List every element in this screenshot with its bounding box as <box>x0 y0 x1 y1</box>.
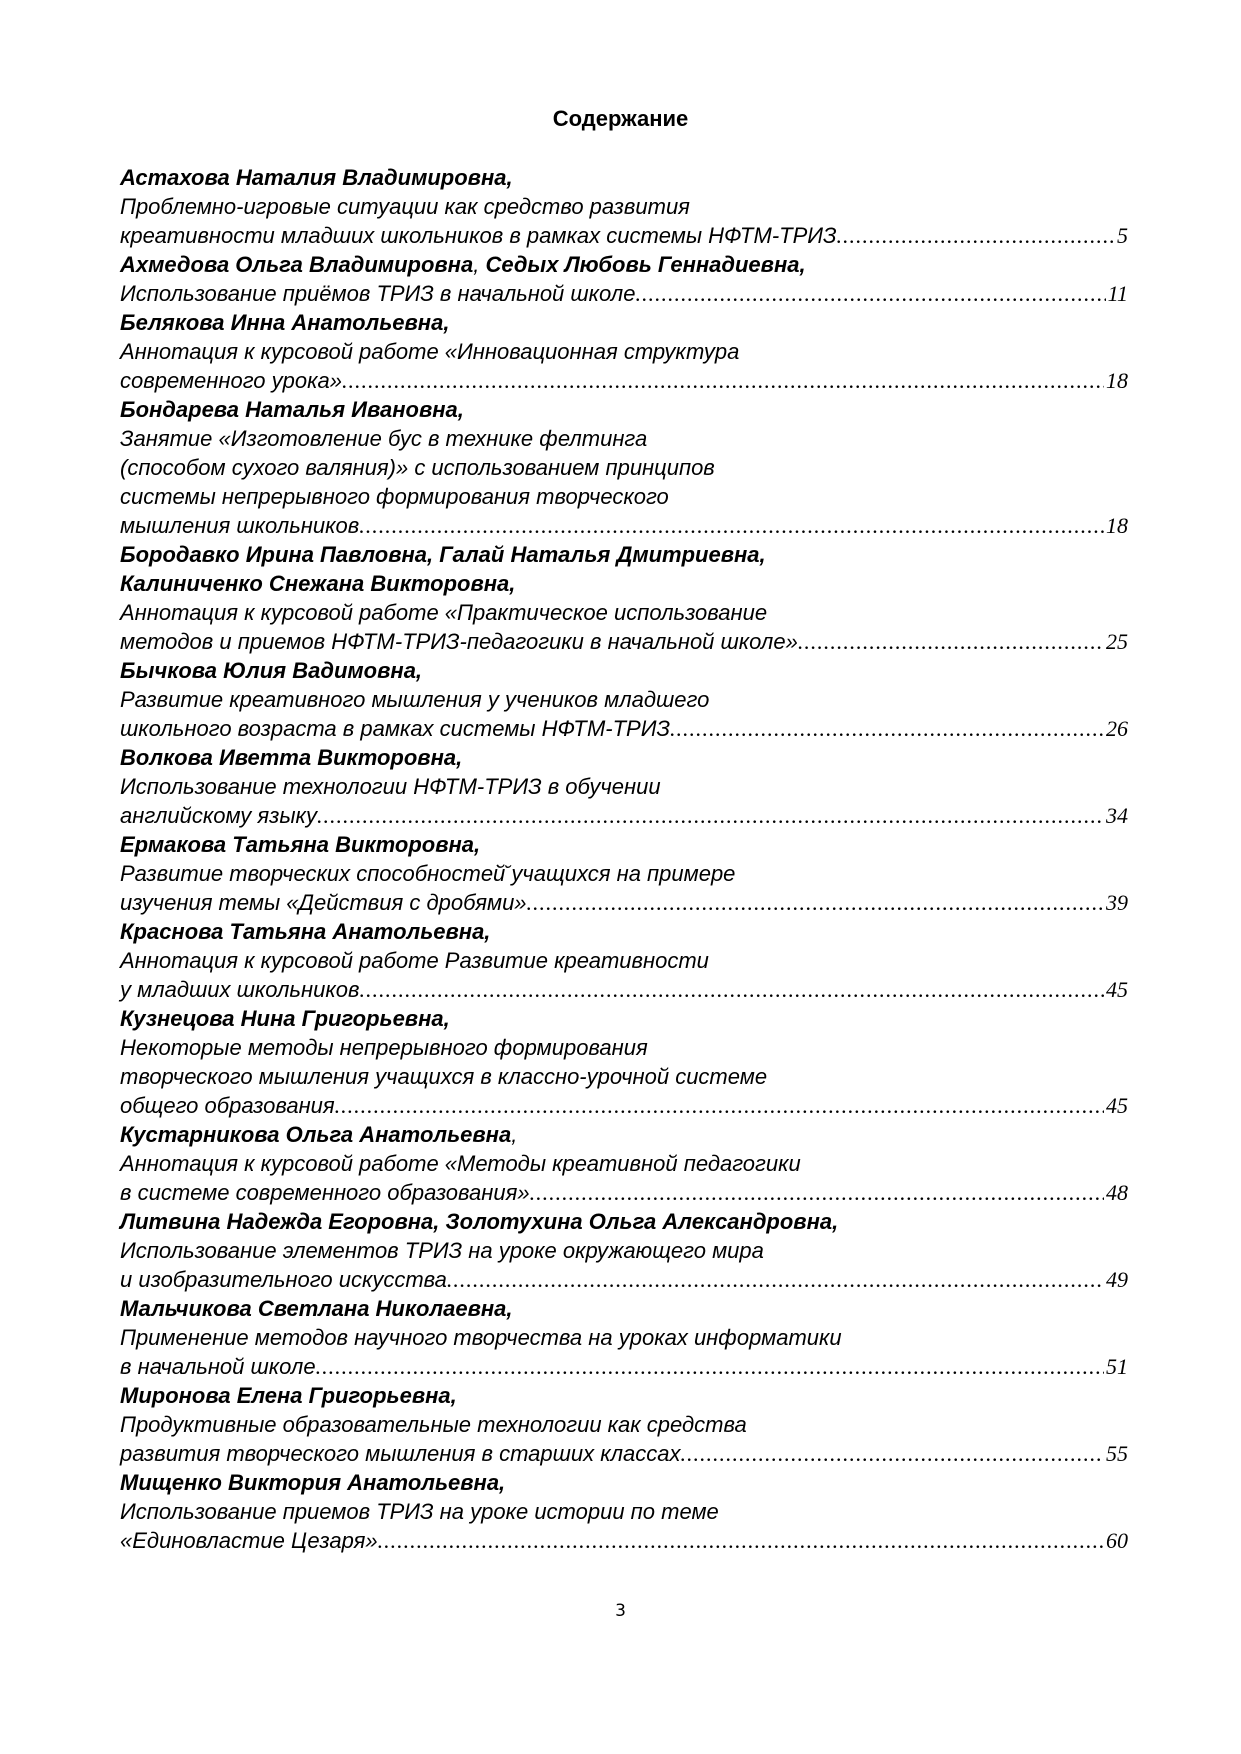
toc-entry <box>120 917 1128 1004</box>
entry-authors: Бондарева Наталья Ивановна, <box>120 397 464 422</box>
entry-title-text: изучения темы «Действия с дробями» <box>120 890 527 915</box>
entry-title-line: творческого мышления учащихся в классно-урочной системе <box>120 1064 768 1089</box>
toc-entry <box>120 1207 1128 1294</box>
entry-title-last-line <box>120 1526 1128 1555</box>
entry-title-line: Применение методов научного творчества на уроках информатики <box>120 1325 842 1350</box>
entry-title-text: и изобразительного искусства <box>120 1267 447 1292</box>
author-separator: , <box>511 1122 518 1147</box>
entry-title-last-line <box>120 279 1128 308</box>
entry-title-line: Использование элементов ТРИЗ на уроке окружающего мира <box>120 1238 764 1263</box>
entry-authors: Мищенко Виктория Анатольевна, <box>120 1470 506 1495</box>
entry-title-text: английскому языку <box>120 803 317 828</box>
entry-title-last-line <box>120 1265 1128 1294</box>
entry-title-last-line <box>120 1091 1128 1120</box>
table-of-contents <box>120 163 1128 1555</box>
entry-title-text: мышления школьников <box>120 513 360 538</box>
entry-authors: Бычкова Юлия Вадимовна, <box>120 658 423 683</box>
entry-page-number: 34 <box>1106 803 1128 828</box>
entry-title-text: современного урока» <box>120 368 342 393</box>
leader-dots <box>359 511 1104 540</box>
toc-entry <box>120 163 1128 250</box>
entry-title-text: Использование приёмов ТРИЗ в начальной школе <box>120 281 636 306</box>
entry-title-text: в системе современного образования» <box>120 1180 530 1205</box>
entry-title-line: Развитие творческих способностей̆ учащихся на примере <box>120 861 736 886</box>
entry-authors: Мальчикова Светлана Николаевна, <box>120 1296 513 1321</box>
toc-entry <box>120 1294 1128 1381</box>
entry-authors: Литвина Надежда Егоровна, Золотухина Ольга Александровна, <box>120 1209 839 1234</box>
toc-entry <box>120 250 1128 308</box>
entry-title-line: Аннотация к курсовой работе Развитие креативности <box>120 948 709 973</box>
entry-title-text: методов и приемов НФТМ-ТРИЗ-педагогики в начальной школе» <box>120 629 798 654</box>
entry-title-last-line <box>120 627 1128 656</box>
entry-page-number: 18 <box>1106 368 1128 393</box>
leader-dots <box>335 1091 1104 1120</box>
entry-title-text: в начальной школе <box>120 1354 316 1379</box>
entry-title-text: общего образования <box>120 1093 335 1118</box>
entry-title-text: развития творческого мышления в старших классах <box>120 1441 681 1466</box>
toc-entry <box>120 830 1128 917</box>
entry-title-last-line <box>120 366 1128 395</box>
entry-page-number: 45 <box>1106 977 1128 1002</box>
leader-dots <box>316 1352 1104 1381</box>
entry-authors: Краснова Татьяна Анатольевна, <box>120 919 491 944</box>
entry-title-line: Продуктивные образовательные технологии как средства <box>120 1412 747 1437</box>
leader-dots <box>317 801 1104 830</box>
entry-authors: Калиниченко Снежана Викторовна, <box>120 571 516 596</box>
entry-title-last-line <box>120 801 1128 830</box>
entry-title-line: Аннотация к курсовой работе «Инновационная структура <box>120 339 740 364</box>
toc-entry <box>120 395 1128 540</box>
entry-authors: Бородавко Ирина Павловна, Галай Наталья Дмитриевна, <box>120 542 766 567</box>
entry-title-line: Занятие «Изготовление бус в технике фелтинга <box>120 426 648 451</box>
entry-title-line: Аннотация к курсовой работе «Практическое использование <box>120 600 768 625</box>
leader-dots <box>837 221 1115 250</box>
entry-title-last-line <box>120 221 1128 250</box>
entry-title-last-line <box>120 511 1128 540</box>
entry-title-last-line <box>120 1178 1128 1207</box>
entry-title-line: Некоторые методы непрерывного формирования <box>120 1035 648 1060</box>
author-name: Ахмедова Ольга Владимировна <box>120 252 474 277</box>
entry-page-number: 60 <box>1106 1528 1128 1553</box>
leader-dots <box>447 1265 1104 1294</box>
leader-dots <box>798 627 1104 656</box>
entry-authors: Волкова Иветта Викторовна, <box>120 745 463 770</box>
leader-dots <box>378 1526 1104 1555</box>
entry-title-last-line <box>120 888 1128 917</box>
entry-title-line: Проблемно-игровые ситуации как средство развития <box>120 194 690 219</box>
leader-dots <box>527 888 1104 917</box>
entry-authors: Астахова Наталия Владимировна, <box>120 165 513 190</box>
entry-authors: Миронова Елена Григорьевна, <box>120 1383 457 1408</box>
entry-page-number: 55 <box>1106 1441 1128 1466</box>
entry-page-number: 48 <box>1106 1180 1128 1205</box>
toc-heading: Содержание <box>552 106 689 131</box>
entry-page-number: 18 <box>1106 513 1128 538</box>
toc-entry <box>120 656 1128 743</box>
author-name: Седых Любовь Геннадиевна, <box>485 252 806 277</box>
entry-title-line: Аннотация к курсовой работе «Методы креативной педагогики <box>120 1151 801 1176</box>
entry-title-last-line <box>120 1352 1128 1381</box>
entry-title-text: «Единовластие Цезаря» <box>120 1528 378 1553</box>
entry-authors: Кузнецова Нина Григорьевна, <box>120 1006 450 1031</box>
entry-title-line: Использование технологии НФТМ-ТРИЗ в обучении <box>120 774 661 799</box>
entry-title-line: системы непрерывного формирования творческого <box>120 484 669 509</box>
toc-entry <box>120 1468 1128 1555</box>
page-number: 3 <box>615 1601 626 1621</box>
entry-page-number: 51 <box>1106 1354 1128 1379</box>
leader-dots <box>342 366 1104 395</box>
entry-title-line: Использование приемов ТРИЗ на уроке истории по теме <box>120 1499 719 1524</box>
entry-page-number: 26 <box>1106 716 1128 741</box>
entry-title-last-line <box>120 975 1128 1004</box>
entry-title-text: у младших школьников <box>120 977 360 1002</box>
entry-title-line: Развитие креативного мышления у учеников младшего <box>120 687 710 712</box>
entry-page-number: 39 <box>1106 890 1128 915</box>
entry-page-number: 5 <box>1117 223 1128 248</box>
entry-authors <box>120 1120 1128 1149</box>
leader-dots <box>530 1178 1104 1207</box>
entry-page-number: 49 <box>1106 1267 1128 1292</box>
toc-entry <box>120 1120 1128 1207</box>
entry-page-number: 45 <box>1106 1093 1128 1118</box>
author-separator: , <box>473 252 486 277</box>
entry-authors: Белякова Инна Анатольевна, <box>120 310 450 335</box>
entry-title-line: (способом сухого валяния)» с использованием принципов <box>120 455 715 480</box>
author-name: Кустарникова Ольга Анатольевна <box>120 1122 512 1147</box>
toc-entry <box>120 1381 1128 1468</box>
leader-dots <box>359 975 1104 1004</box>
entry-title-last-line <box>120 1439 1128 1468</box>
toc-entry <box>120 308 1128 395</box>
toc-entry <box>120 540 1128 656</box>
leader-dots <box>681 1439 1104 1468</box>
leader-dots <box>635 279 1105 308</box>
entry-title-last-line <box>120 714 1128 743</box>
leader-dots <box>670 714 1104 743</box>
entry-authors: Ермакова Татьяна Викторовна, <box>120 832 481 857</box>
entry-title-text: креативности младших школьников в рамках системы НФТМ-ТРИЗ <box>120 223 837 248</box>
entry-page-number: 11 <box>1107 281 1128 306</box>
entry-authors <box>120 250 1128 279</box>
entry-title-text: школьного возраста в рамках системы НФТМ-ТРИЗ <box>120 716 670 741</box>
toc-entry <box>120 1004 1128 1120</box>
entry-page-number: 25 <box>1106 629 1128 654</box>
toc-entry <box>120 743 1128 830</box>
